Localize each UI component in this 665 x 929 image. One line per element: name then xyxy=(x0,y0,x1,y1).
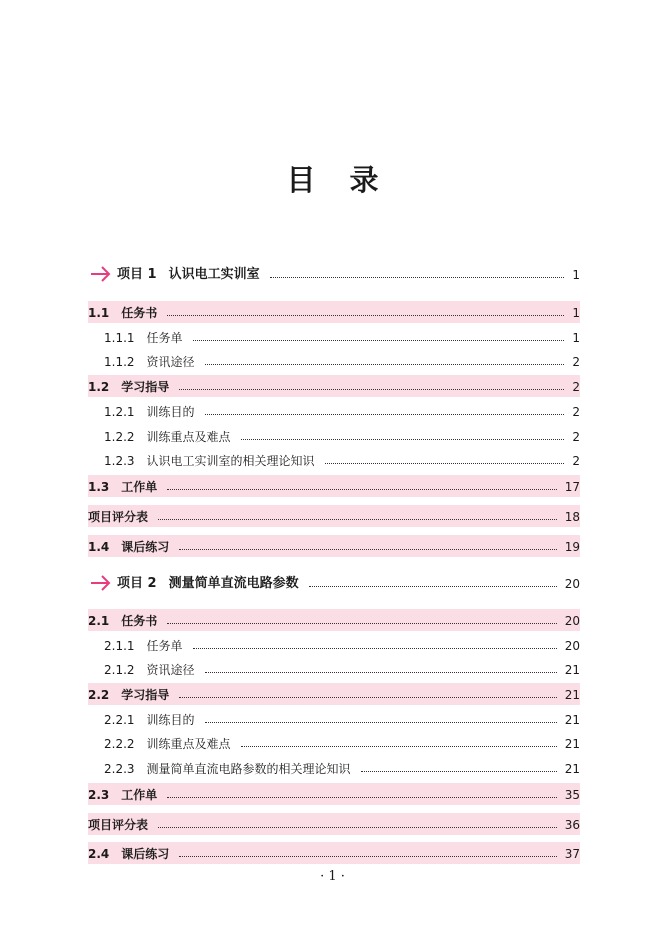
toc-subsection-entry[interactable] xyxy=(88,732,580,754)
toc-entry-title: 任务单 xyxy=(146,331,183,345)
toc-section-entry[interactable] xyxy=(88,301,580,323)
toc-entry-title: 工作单 xyxy=(121,480,158,494)
toc-entry-number: 1.4 xyxy=(88,540,110,554)
toc-entry-page: 18 xyxy=(564,510,580,524)
dot-leader xyxy=(205,364,565,365)
toc-entry-title: 课后练习 xyxy=(121,540,170,554)
toc-subsection-entry[interactable] xyxy=(88,658,580,680)
dot-leader xyxy=(309,586,557,587)
toc-entry-number: 1.1.1 xyxy=(104,331,135,345)
toc-subsection-entry[interactable] xyxy=(88,708,580,730)
toc-section-entry[interactable] xyxy=(88,783,580,805)
dot-leader xyxy=(361,771,557,772)
dot-leader xyxy=(167,489,556,490)
dot-leader xyxy=(158,519,557,520)
page-number: · 1 · xyxy=(320,869,345,884)
toc-entry-page: 21 xyxy=(564,688,580,702)
toc-entry-page: 19 xyxy=(564,540,580,554)
toc-entry-page: 20 xyxy=(564,639,580,653)
toc-entry-page: 2 xyxy=(572,380,580,394)
dot-leader xyxy=(179,549,556,550)
toc-score-entry[interactable] xyxy=(88,813,580,835)
toc-entry-page: 35 xyxy=(564,788,580,802)
toc-section-entry[interactable] xyxy=(88,375,580,397)
toc-entry-number: 2.1 xyxy=(88,614,110,628)
toc-entry-number: 2.1.1 xyxy=(104,639,135,653)
toc-entry-page: 2 xyxy=(572,430,580,444)
dot-leader xyxy=(179,697,556,698)
toc-entry-page: 37 xyxy=(564,847,580,861)
toc-entry-page: 2 xyxy=(572,405,580,419)
toc-subsection-entry[interactable] xyxy=(88,757,580,779)
dot-leader xyxy=(167,623,556,624)
toc-entry-title: 项目评分表 xyxy=(88,818,149,832)
toc-entry-number: 1.2.1 xyxy=(104,405,135,419)
dot-leader xyxy=(193,340,565,341)
toc-subsection-entry[interactable] xyxy=(88,400,580,422)
toc-entry-title: 训练重点及难点 xyxy=(146,430,231,444)
toc-section-entry[interactable] xyxy=(88,683,580,705)
dot-leader xyxy=(158,827,557,828)
toc-project-entry[interactable] xyxy=(88,572,580,594)
toc-entry-title: 学习指导 xyxy=(121,688,170,702)
toc-entry-title: 任务书 xyxy=(121,614,158,628)
toc-entry-number: 2.2.1 xyxy=(104,713,135,727)
toc-section-entry[interactable] xyxy=(88,842,580,864)
toc-entry-number: 1.2 xyxy=(88,380,110,394)
toc-entry-title: 训练目的 xyxy=(146,713,195,727)
page-title: 目录 xyxy=(286,163,413,197)
toc-entry-number: 1.1 xyxy=(88,306,110,320)
toc-entry-title: 学习指导 xyxy=(121,380,170,394)
toc-entry-number: 1.2.3 xyxy=(104,454,135,468)
toc-subsection-entry[interactable] xyxy=(88,326,580,348)
toc-entry-page: 1 xyxy=(572,331,580,345)
dot-leader xyxy=(179,389,564,390)
toc-entry-title: 训练目的 xyxy=(146,405,195,419)
toc-entry-number: 项目 1 xyxy=(117,267,157,282)
dot-leader xyxy=(205,722,557,723)
toc-entry-page: 2 xyxy=(572,454,580,468)
toc-entry-number: 1.2.2 xyxy=(104,430,135,444)
toc-entry-page: 20 xyxy=(564,614,580,628)
dot-leader xyxy=(193,648,557,649)
toc-entry-number: 项目 2 xyxy=(117,576,157,591)
toc-entry-page: 21 xyxy=(564,737,580,751)
toc-entry-title: 资讯途径 xyxy=(146,663,195,677)
toc-entry-page: 2 xyxy=(572,355,580,369)
arrow-right-icon xyxy=(90,574,112,592)
toc-subsection-entry[interactable] xyxy=(88,425,580,447)
dot-leader xyxy=(241,746,557,747)
toc-entry-number: 2.2 xyxy=(88,688,110,702)
toc-entry-title: 测量简单直流电路参数的相关理论知识 xyxy=(146,762,351,776)
toc-subsection-entry[interactable] xyxy=(88,634,580,656)
toc-project-entry[interactable] xyxy=(88,263,580,285)
toc-entry-number: 2.2.2 xyxy=(104,737,135,751)
toc-entry-title: 资讯途径 xyxy=(146,355,195,369)
toc-entry-number: 1.3 xyxy=(88,480,110,494)
toc-subsection-entry[interactable] xyxy=(88,350,580,372)
toc-entry-title: 工作单 xyxy=(121,788,158,802)
toc-entry-title: 项目评分表 xyxy=(88,510,149,524)
toc-score-entry[interactable] xyxy=(88,505,580,527)
toc-subsection-entry[interactable] xyxy=(88,449,580,471)
dot-leader xyxy=(270,277,565,278)
toc-entry-page: 1 xyxy=(572,306,580,320)
dot-leader xyxy=(167,315,564,316)
toc-entry-page: 36 xyxy=(564,818,580,832)
toc-entry-title: 训练重点及难点 xyxy=(146,737,231,751)
toc-entry-number: 2.2.3 xyxy=(104,762,135,776)
toc-entry-page: 21 xyxy=(564,663,580,677)
toc-entry-title: 课后练习 xyxy=(121,847,170,861)
toc-entry-title: 任务书 xyxy=(121,306,158,320)
toc-entry-title: 任务单 xyxy=(146,639,183,653)
toc-entry-number: 1.1.2 xyxy=(104,355,135,369)
toc-entry-number: 2.1.2 xyxy=(104,663,135,677)
toc-entry-page: 21 xyxy=(564,713,580,727)
toc-entry-number: 2.3 xyxy=(88,788,110,802)
toc-entry-title: 测量简单直流电路参数 xyxy=(168,576,299,591)
toc-entry-page: 17 xyxy=(564,480,580,494)
toc-entry-number: 2.4 xyxy=(88,847,110,861)
dot-leader xyxy=(205,672,557,673)
arrow-right-icon xyxy=(90,265,112,283)
toc-entry-title: 认识电工实训室的相关理论知识 xyxy=(146,454,315,468)
toc-entry-page: 20 xyxy=(564,577,580,591)
toc-section-entry[interactable] xyxy=(88,535,580,557)
toc-entry-title: 认识电工实训室 xyxy=(168,267,260,282)
toc-entry-page: 21 xyxy=(564,762,580,776)
dot-leader xyxy=(179,856,556,857)
dot-leader xyxy=(167,797,556,798)
toc-section-entry[interactable] xyxy=(88,609,580,631)
toc-entry-page: 1 xyxy=(572,268,580,282)
dot-leader xyxy=(205,414,565,415)
toc-section-entry[interactable] xyxy=(88,475,580,497)
dot-leader xyxy=(325,463,565,464)
dot-leader xyxy=(241,439,565,440)
